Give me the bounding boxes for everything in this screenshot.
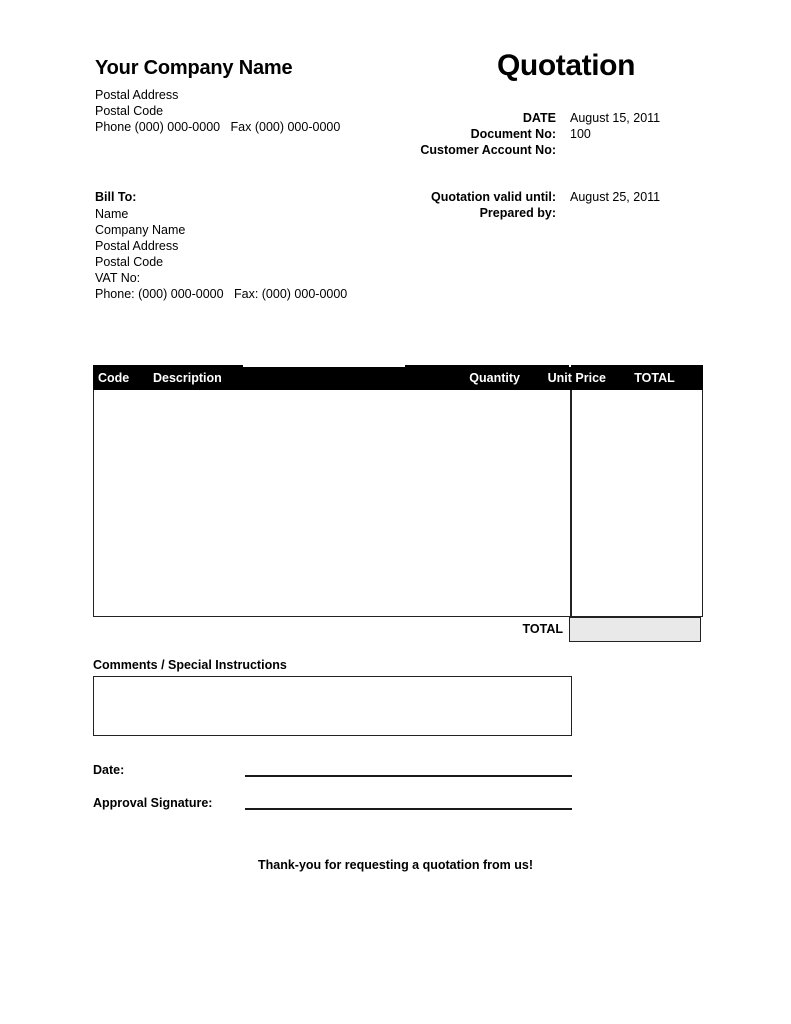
bill-to-title: Bill To:: [95, 190, 137, 204]
date-signature-label: Date:: [93, 763, 125, 777]
company-address-line-1: Postal Address: [95, 88, 179, 102]
meta-row-customer-account-no: [282, 142, 702, 158]
date-label: DATE: [522, 111, 556, 125]
column-header-unit-price: Unit Price: [547, 370, 606, 385]
table-body-empty-area[interactable]: [93, 390, 703, 617]
approval-signature-line[interactable]: [245, 808, 572, 810]
bill-to-address: Postal Address: [95, 239, 179, 253]
line-items-table: [93, 365, 703, 642]
date-value: August 15, 2011: [570, 111, 661, 125]
document-meta-top: [282, 110, 702, 158]
document-no-value: 100: [570, 127, 591, 141]
approval-signature-label: Approval Signature:: [93, 796, 213, 810]
document-title: Quotation: [496, 49, 636, 82]
document-meta-mid: [282, 189, 702, 221]
column-header-total: TOTAL: [634, 370, 675, 385]
table-total-row: [93, 617, 703, 642]
total-column-divider: [570, 390, 572, 618]
bill-to-vat-no: VAT No:: [95, 271, 141, 285]
header-notch-c: [569, 365, 571, 367]
grand-total-label: TOTAL: [522, 622, 563, 636]
company-name: Your Company Name: [95, 57, 293, 79]
quotation-valid-until-value: August 25, 2011: [570, 190, 661, 204]
column-header-code: Code: [98, 370, 130, 385]
approval-signature-row: [93, 793, 572, 813]
quotation-valid-until-label: Quotation valid until:: [431, 190, 556, 204]
document-no-label: Document No:: [470, 127, 556, 141]
comments-title: Comments / Special Instructions: [93, 658, 287, 672]
meta-row-prepared-by: [282, 205, 702, 221]
date-signature-row: [93, 760, 572, 780]
meta-row-valid-until: [282, 189, 702, 205]
footer-thank-you-note: Thank-you for requesting a quotation from us!: [258, 858, 533, 872]
table-header-row: [93, 365, 703, 390]
header-notch-a: [243, 365, 403, 367]
company-contact-line: Phone (000) 000-0000 Fax (000) 000-0000: [95, 120, 341, 134]
meta-row-date: [282, 110, 702, 126]
grand-total-value-box[interactable]: [569, 617, 701, 642]
date-signature-line[interactable]: [245, 775, 572, 777]
meta-row-document-no: [282, 126, 702, 142]
comments-input-box[interactable]: [93, 676, 572, 736]
customer-account-no-label: Customer Account No:: [420, 143, 556, 157]
column-header-description: Description: [153, 370, 222, 385]
bill-to-company: Company Name: [95, 223, 186, 237]
bill-to-contact: Phone: (000) 000-0000 Fax: (000) 000-0000: [95, 287, 348, 301]
company-address-line-2: Postal Code: [95, 104, 164, 118]
prepared-by-label: Prepared by:: [479, 206, 556, 220]
bill-to-name: Name: [95, 207, 129, 221]
column-header-quantity: Quantity: [469, 370, 520, 385]
header-notch-b: [403, 365, 405, 367]
bill-to-postal-code: Postal Code: [95, 255, 164, 269]
